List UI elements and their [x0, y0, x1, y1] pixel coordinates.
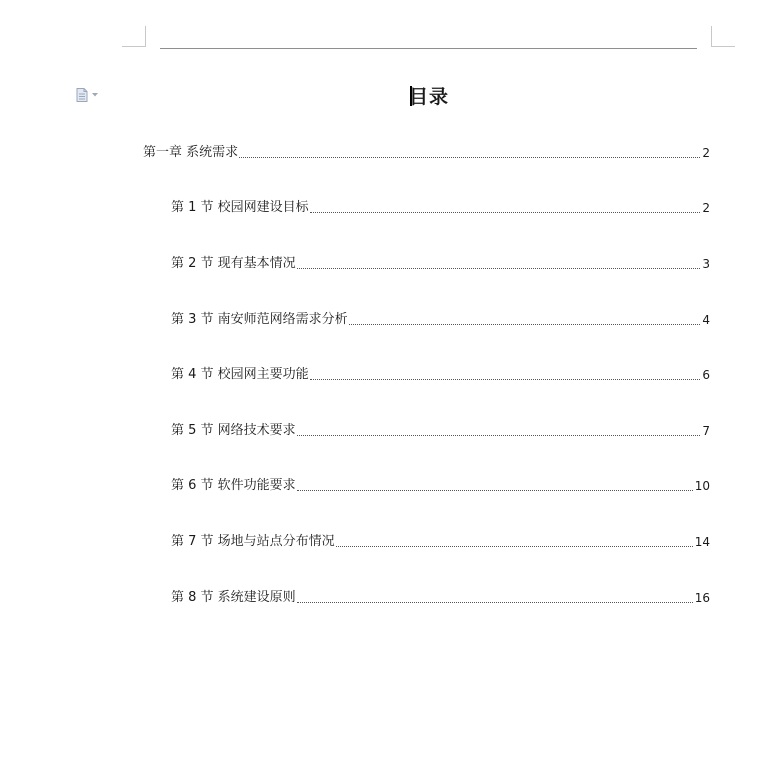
toc-dot-leader	[297, 434, 701, 436]
toc-entry-label: 第 2 节 现有基本情况	[171, 256, 296, 271]
crop-mark-left-horizontal	[122, 46, 146, 47]
toc-entry-label: 第 5 节 网络技术要求	[171, 423, 296, 438]
toc-dot-leader	[297, 267, 701, 269]
toc-entry-label: 第 3 节 南安师范网络需求分析	[171, 312, 348, 327]
toc-dot-leader	[310, 211, 701, 213]
toc-entry-label: 第 1 节 校园网建设目标	[171, 200, 309, 215]
toc-entry-chapter[interactable]	[143, 145, 710, 161]
toc-entry-page-number: 7	[702, 424, 710, 438]
toc-dot-leader	[239, 156, 700, 158]
toc-entry-section[interactable]	[171, 367, 710, 383]
toc-dot-leader	[336, 545, 693, 547]
toc-entry-page-number: 6	[702, 368, 710, 382]
toc-dot-leader	[310, 378, 701, 380]
toc-entry-page-number: 2	[702, 201, 710, 215]
toc-entry-label: 第 6 节 软件功能要求	[171, 478, 296, 493]
toc-dot-leader	[349, 323, 701, 325]
toc-entry-label: 第 8 节 系统建设原则	[171, 590, 296, 605]
toc-entry-section[interactable]	[171, 312, 710, 328]
toc-entry-page-number: 14	[694, 535, 710, 549]
toc-entry-section[interactable]	[171, 590, 710, 606]
crop-mark-right-vertical	[711, 26, 712, 47]
header-rule	[160, 48, 697, 49]
crop-mark-left-vertical	[145, 26, 146, 47]
toc-entry-label: 第 7 节 场地与站点分布情况	[171, 534, 335, 549]
toc-dot-leader	[297, 601, 693, 603]
crop-mark-right-horizontal	[711, 46, 735, 47]
toc-entry-page-number: 4	[702, 313, 710, 327]
toc-entry-section[interactable]	[171, 200, 710, 216]
toc-dot-leader	[297, 489, 693, 491]
toc-entry-section[interactable]	[171, 478, 710, 494]
toc-entry-label: 第一章 系统需求	[143, 145, 239, 160]
toc-entry-page-number: 2	[702, 146, 710, 160]
toc-entry-label: 第 4 节 校园网主要功能	[171, 367, 309, 382]
toc-entry-section[interactable]	[171, 534, 710, 550]
toc-entry-section[interactable]	[171, 256, 710, 272]
toc-title: 目录	[408, 86, 449, 108]
toc-entry-page-number: 3	[702, 257, 710, 271]
toc-entry-page-number: 16	[694, 591, 710, 605]
toc-entry-page-number: 10	[694, 479, 710, 493]
toc-entry-section[interactable]	[171, 423, 710, 439]
